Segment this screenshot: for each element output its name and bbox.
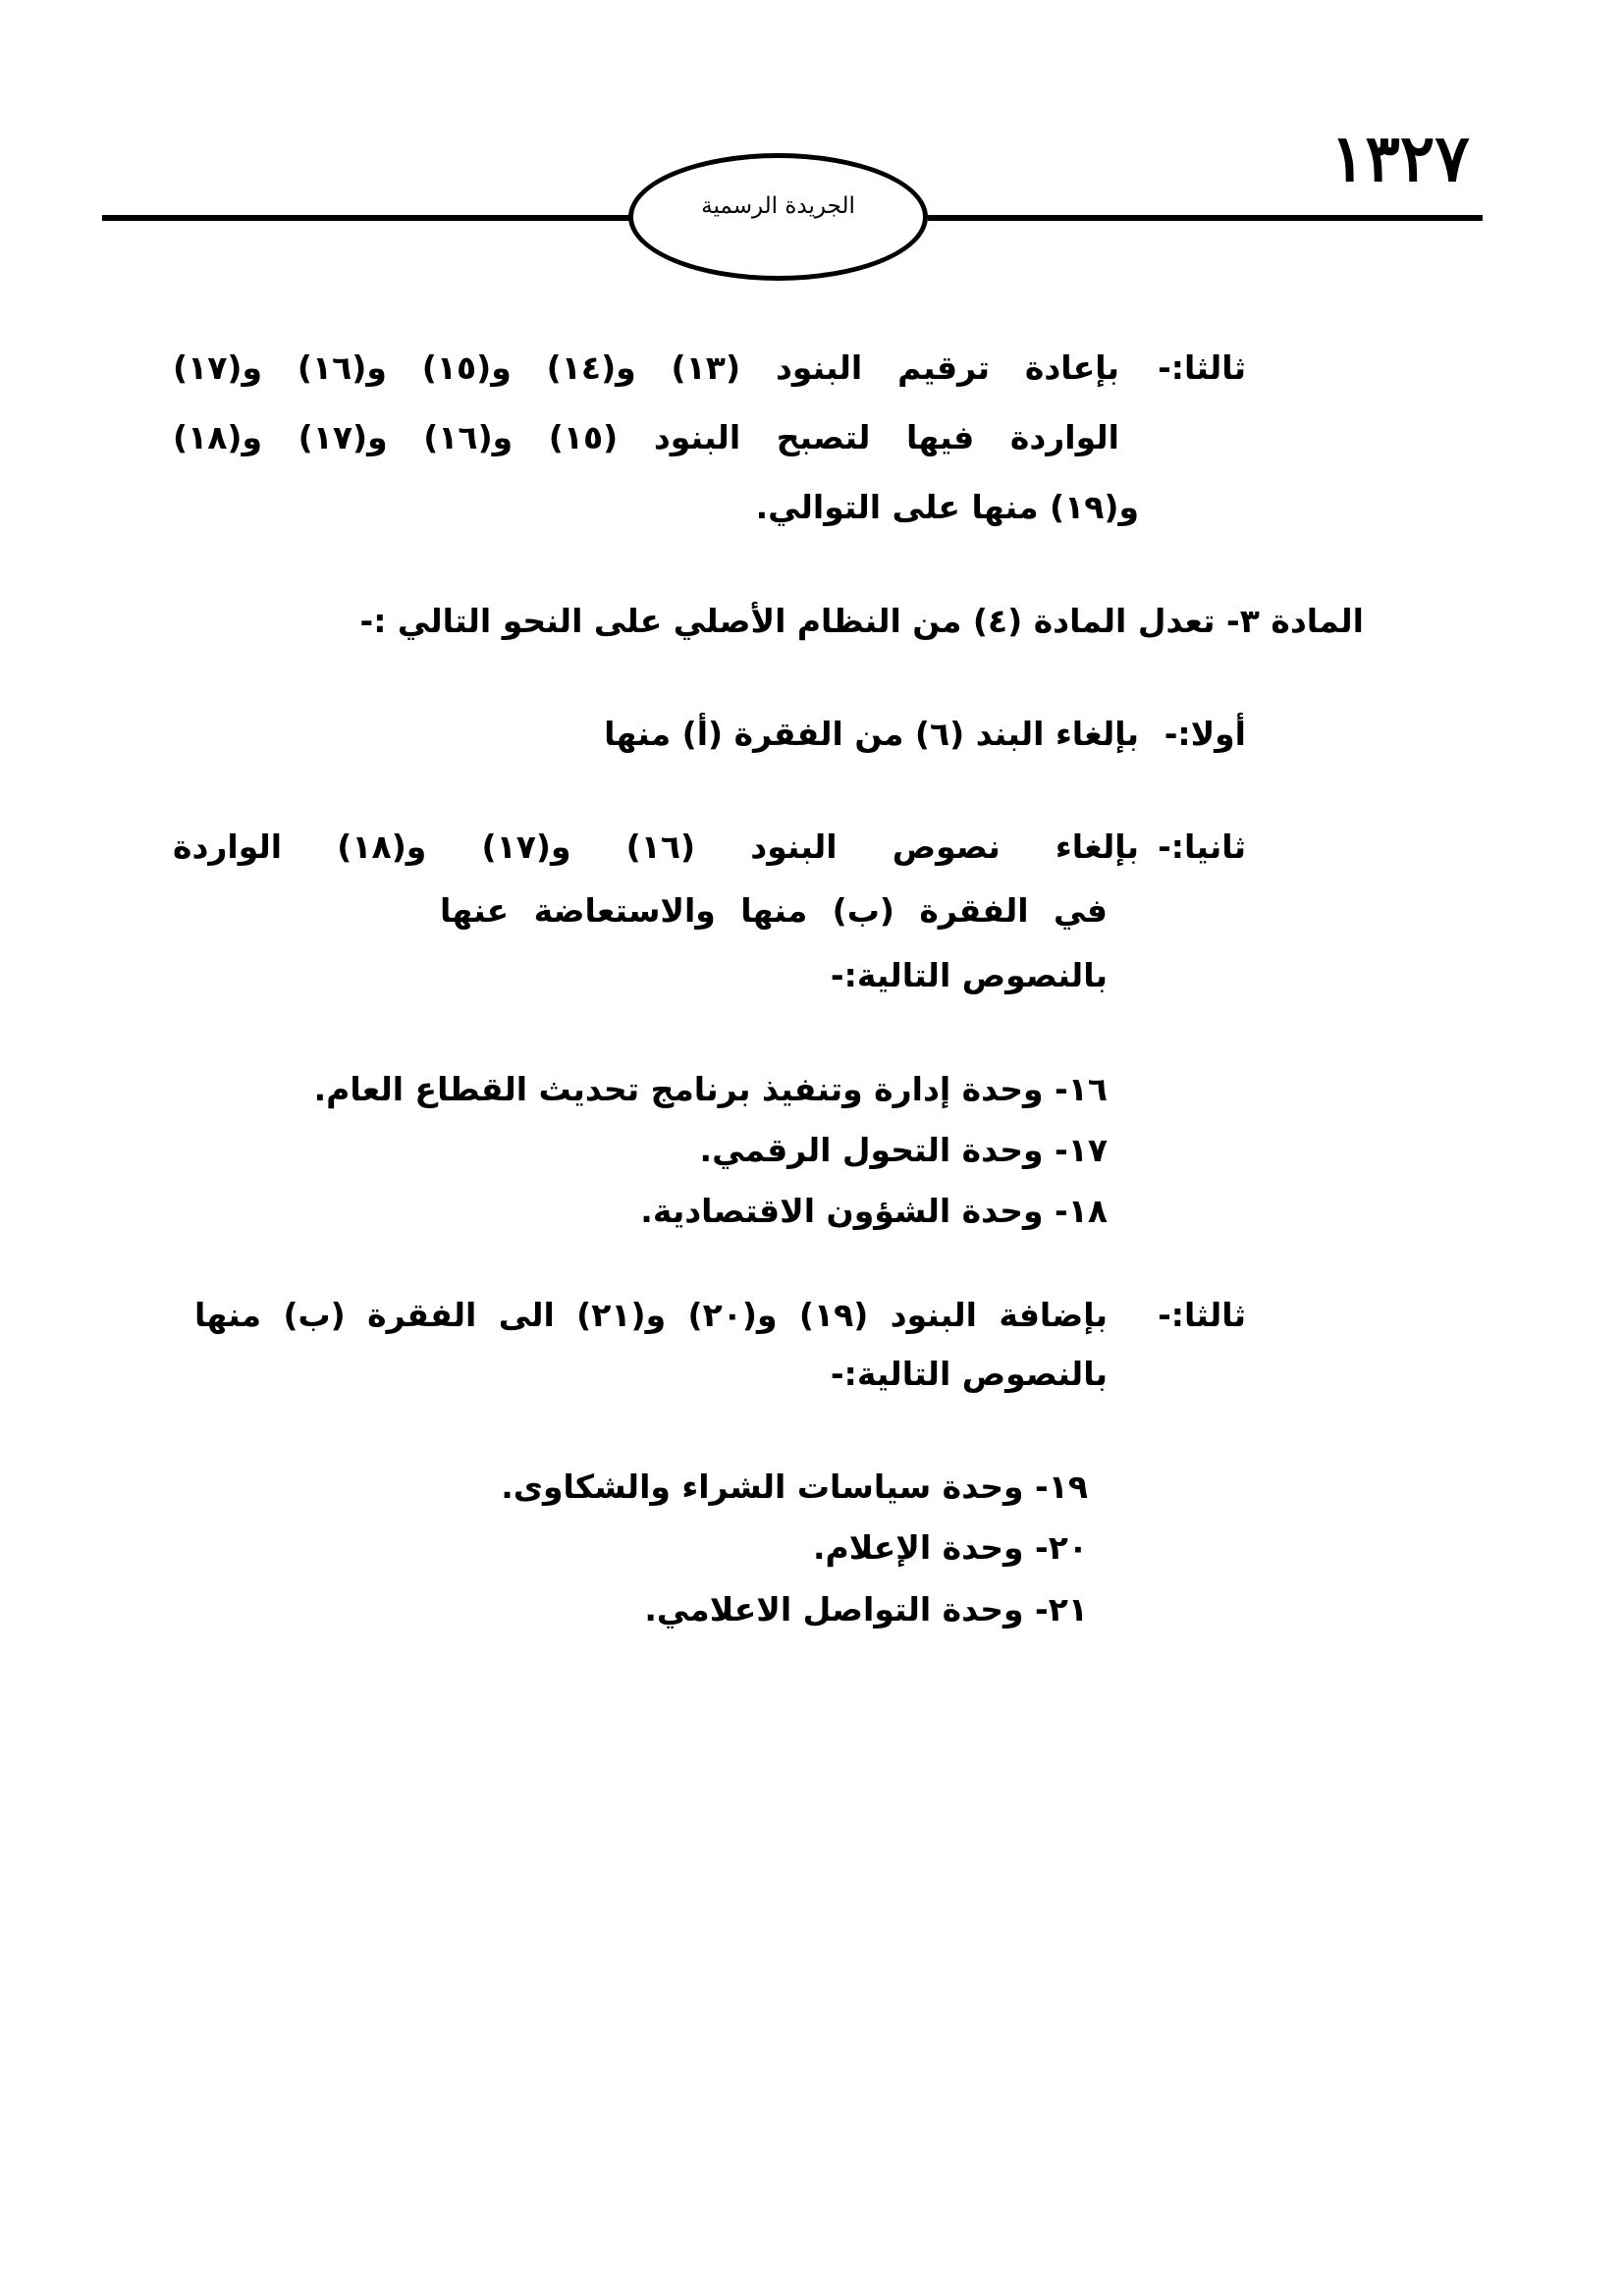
clause-line: بإعادة ترقيم البنود (١٣) و(١٤) و(١٥) و(١٦) و(١٧) <box>173 348 1119 387</box>
clause-label: ثالثا:- <box>1158 1296 1246 1334</box>
clause-line: بإضافة البنود (١٩) و(٢٠) و(٢١) الى الفقرة (ب) منها <box>194 1296 1108 1334</box>
clause-line: الواردة فيها لتصبح البنود (١٥) و(١٦) و(١٧) و(١٨) <box>173 418 1119 456</box>
article-heading: المادة ٣- تعدل المادة (٤) من النظام الأصلي على النحو التالي :- <box>359 602 1364 640</box>
header-rule-left <box>102 215 632 221</box>
list-item: ١٦- وحدة إدارة وتنفيذ برنامج تحديث القطاع العام. <box>313 1070 1108 1108</box>
clause-line: بالنصوص التالية:- <box>830 956 1108 994</box>
clause-line: بالنصوص التالية:- <box>830 1355 1108 1393</box>
clause-line: بإلغاء نصوص البنود (١٦) و(١٧) و(١٨) الواردة <box>173 828 1139 866</box>
list-item: ١٨- وحدة الشؤون الاقتصادية. <box>640 1192 1108 1230</box>
clause-line: و(١٩) منها على التوالي. <box>755 488 1139 526</box>
list-item: ٢٠- وحدة الإعلام. <box>812 1528 1088 1567</box>
clause-line: بإلغاء البند (٦) من الفقرة (أ) منها <box>604 715 1139 753</box>
clause-label: أولا:- <box>1164 715 1246 753</box>
header-rule-right <box>928 215 1483 221</box>
clause-label: ثالثا:- <box>1158 348 1246 387</box>
masthead-title: الجريدة الرسمية <box>701 193 855 219</box>
masthead-oval <box>628 153 928 281</box>
list-item: ١٩- وحدة سياسات الشراء والشكاوى. <box>501 1468 1088 1506</box>
list-item: ٢١- وحدة التواصل الاعلامي. <box>644 1590 1088 1629</box>
page-number: ١٣٢٧ <box>1330 120 1470 196</box>
clause-line: في الفقرة (ب) منها والاستعاضة عنها <box>440 891 1108 930</box>
clause-label: ثانيا:- <box>1158 828 1246 866</box>
list-item: ١٧- وحدة التحول الرقمي. <box>699 1131 1108 1169</box>
